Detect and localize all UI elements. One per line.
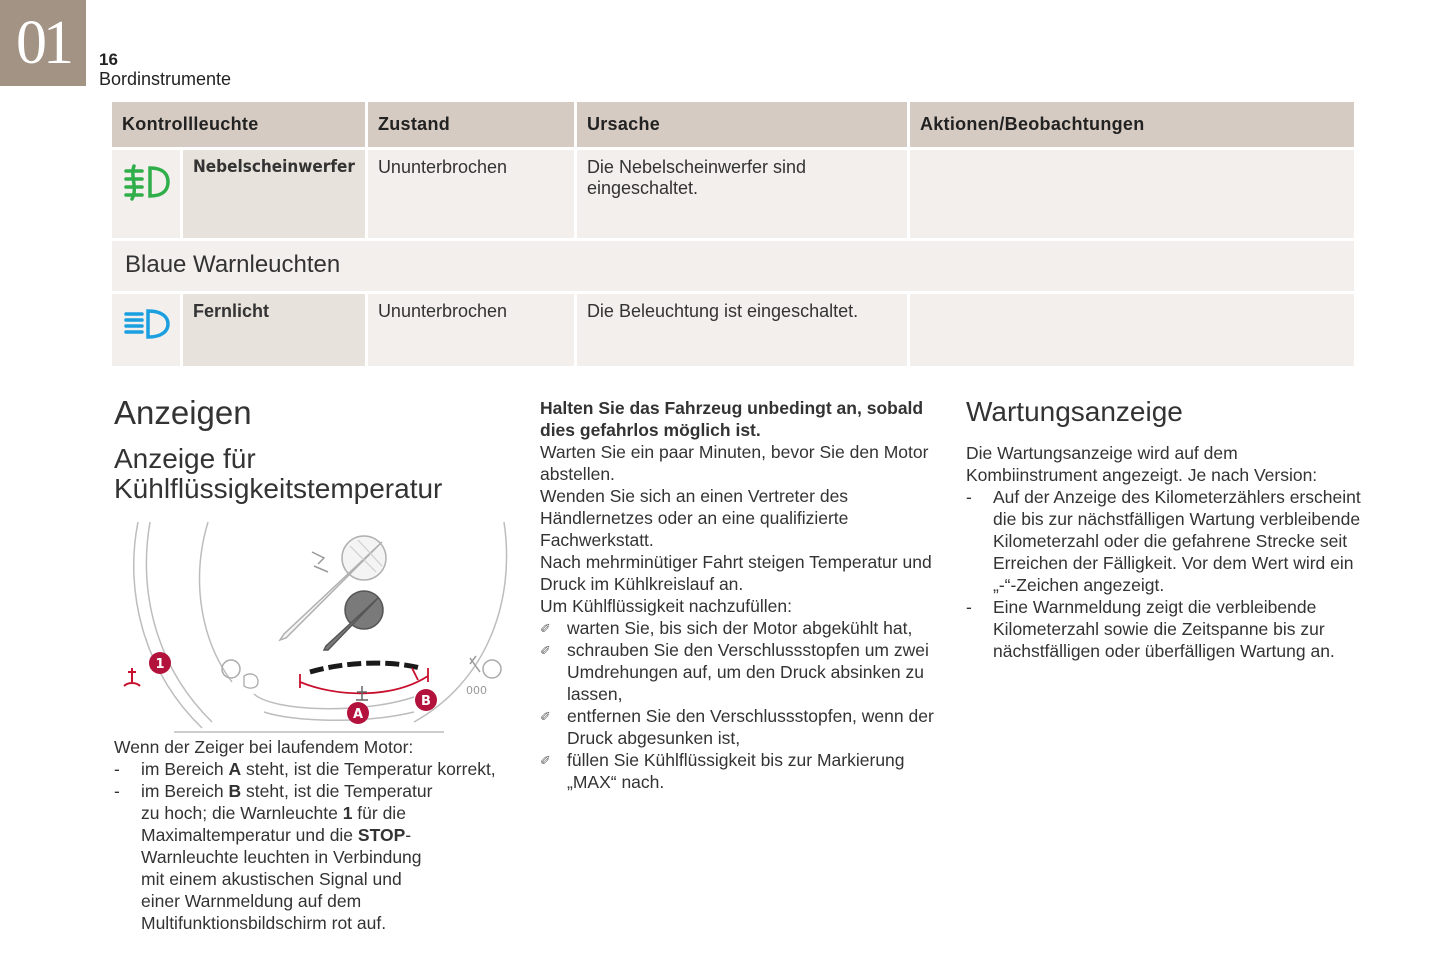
front-fog-light-icon bbox=[120, 162, 172, 202]
displays-column bbox=[114, 394, 509, 504]
light-cause: Die Nebelscheinwerfer sind eingeschaltet. bbox=[577, 150, 907, 238]
list-item: - im Bereich A steht, ist die Temperatur korrekt, bbox=[114, 758, 514, 780]
gauge-list bbox=[114, 758, 514, 934]
svg-text:B: B bbox=[421, 694, 431, 709]
list-item: ✐ füllen Sie Kühlflüssigkeit bis zur Markierung „MAX“ nach. bbox=[540, 750, 905, 792]
paragraph: Nach mehrminütiger Fahrt steigen Temperatur und Druck im Kühlkreislauf an. bbox=[540, 552, 932, 594]
section-title: Bordinstrumente bbox=[99, 69, 232, 89]
stop-warning: Halten Sie das Fahrzeug unbedingt an, sobald dies gefahrlos möglich ist. bbox=[540, 398, 924, 440]
gauge-explanation bbox=[114, 736, 514, 934]
header-state: Zustand bbox=[368, 102, 574, 147]
marker-a bbox=[347, 702, 369, 724]
light-actions bbox=[910, 150, 1354, 238]
light-name: Nebelscheinwerfer bbox=[183, 150, 365, 238]
service-indicator-title: Wartungsanzeige bbox=[966, 396, 1183, 427]
svg-text:A: A bbox=[352, 707, 364, 722]
odometer-label: 000 bbox=[466, 684, 487, 697]
group-row bbox=[112, 241, 1354, 291]
list-item: ✐ entfernen Sie den Verschlussstopfen, wenn der Druck abgesunken ist, bbox=[540, 706, 934, 748]
icon-cell bbox=[112, 294, 180, 366]
warning-lights-table bbox=[109, 99, 1357, 369]
svg-text:1: 1 bbox=[155, 657, 165, 672]
list-item: - Auf der Anzeige des Kilometerzählers erscheint die bis zur nächstfälligen Wartung verbleibende Kilometerzahl oder die gefahrene Strecke seit Erreichen der Fälligkeit. Vor dem Wert wird ein „-“-Zeichen angezeigt. bbox=[966, 486, 1366, 596]
pen-bullet-icon: ✐ bbox=[540, 753, 551, 768]
marker-b bbox=[415, 689, 437, 711]
header-actions: Aktionen/Beobachtungen bbox=[910, 102, 1354, 147]
pen-bullet-icon: ✐ bbox=[540, 621, 551, 636]
paragraph: Warten Sie ein paar Minuten, bevor Sie den Motor abstellen. bbox=[540, 442, 929, 484]
group-title: Blaue Warnleuchten bbox=[112, 241, 1354, 291]
high-beam-icon bbox=[120, 306, 172, 342]
service-intro: Die Wartungsanzeige wird auf dem Kombiinstrument angezeigt. Je nach Version: bbox=[966, 443, 1318, 485]
light-actions bbox=[910, 294, 1354, 366]
light-state: Ununterbrochen bbox=[368, 294, 574, 366]
table-row bbox=[112, 150, 1354, 238]
marker-1 bbox=[149, 652, 171, 674]
coolant-temperature-title: Anzeige für Kühlflüssigkeitstemperatur bbox=[114, 443, 443, 504]
coolant-gauge-figure bbox=[114, 522, 508, 734]
page-number: 16 bbox=[99, 50, 118, 69]
service-list bbox=[966, 486, 1366, 662]
displays-title: Anzeigen bbox=[114, 394, 252, 431]
chapter-number: 01 bbox=[0, 0, 86, 86]
list-item: - Eine Warnmeldung zeigt die verbleibende Kilometerzahl sowie die Zeitspanne bis zur nächstfälligen oder überfälligen Wartung an. bbox=[966, 596, 1366, 662]
list-item: ✐ schrauben Sie den Verschlussstopfen um zwei Umdrehungen auf, um den Druck absinken zu lassen, bbox=[540, 640, 929, 704]
paragraph: Wenden Sie sich an einen Vertreter des Händlernetzes oder an eine qualifizierte Fachwerkstatt. bbox=[540, 486, 849, 550]
table-row bbox=[112, 294, 1354, 366]
service-indicator-column bbox=[966, 396, 1366, 662]
list-item: ✐ warten Sie, bis sich der Motor abgekühlt hat, bbox=[540, 618, 913, 638]
refill-steps bbox=[540, 617, 935, 793]
header-cause: Ursache bbox=[577, 102, 907, 147]
light-state: Ununterbrochen bbox=[368, 150, 574, 238]
list-item: - im Bereich B steht, ist die Temperatur zu hoch; die Warnleuchte 1 für die Maximaltemperatur und die STOP-Warnleuchte leuchten in Verbindung mit einem akustischen Signal und einer Warnmeldung auf dem Multifunktionsbildschirm rot auf. bbox=[114, 780, 514, 934]
pen-bullet-icon: ✐ bbox=[540, 643, 551, 658]
light-name: Fernlicht bbox=[183, 294, 365, 366]
paragraph: Um Kühlflüssigkeit nachzufüllen: bbox=[540, 596, 792, 616]
header-warning-light: Kontrollleuchte bbox=[112, 102, 365, 147]
coolant-instructions bbox=[540, 397, 935, 793]
pen-bullet-icon: ✐ bbox=[540, 709, 551, 724]
gauge-intro: Wenn der Zeiger bei laufendem Motor: bbox=[114, 737, 414, 757]
light-cause: Die Beleuchtung ist eingeschaltet. bbox=[577, 294, 907, 366]
icon-cell bbox=[112, 150, 180, 238]
table-header-row bbox=[112, 102, 1354, 147]
